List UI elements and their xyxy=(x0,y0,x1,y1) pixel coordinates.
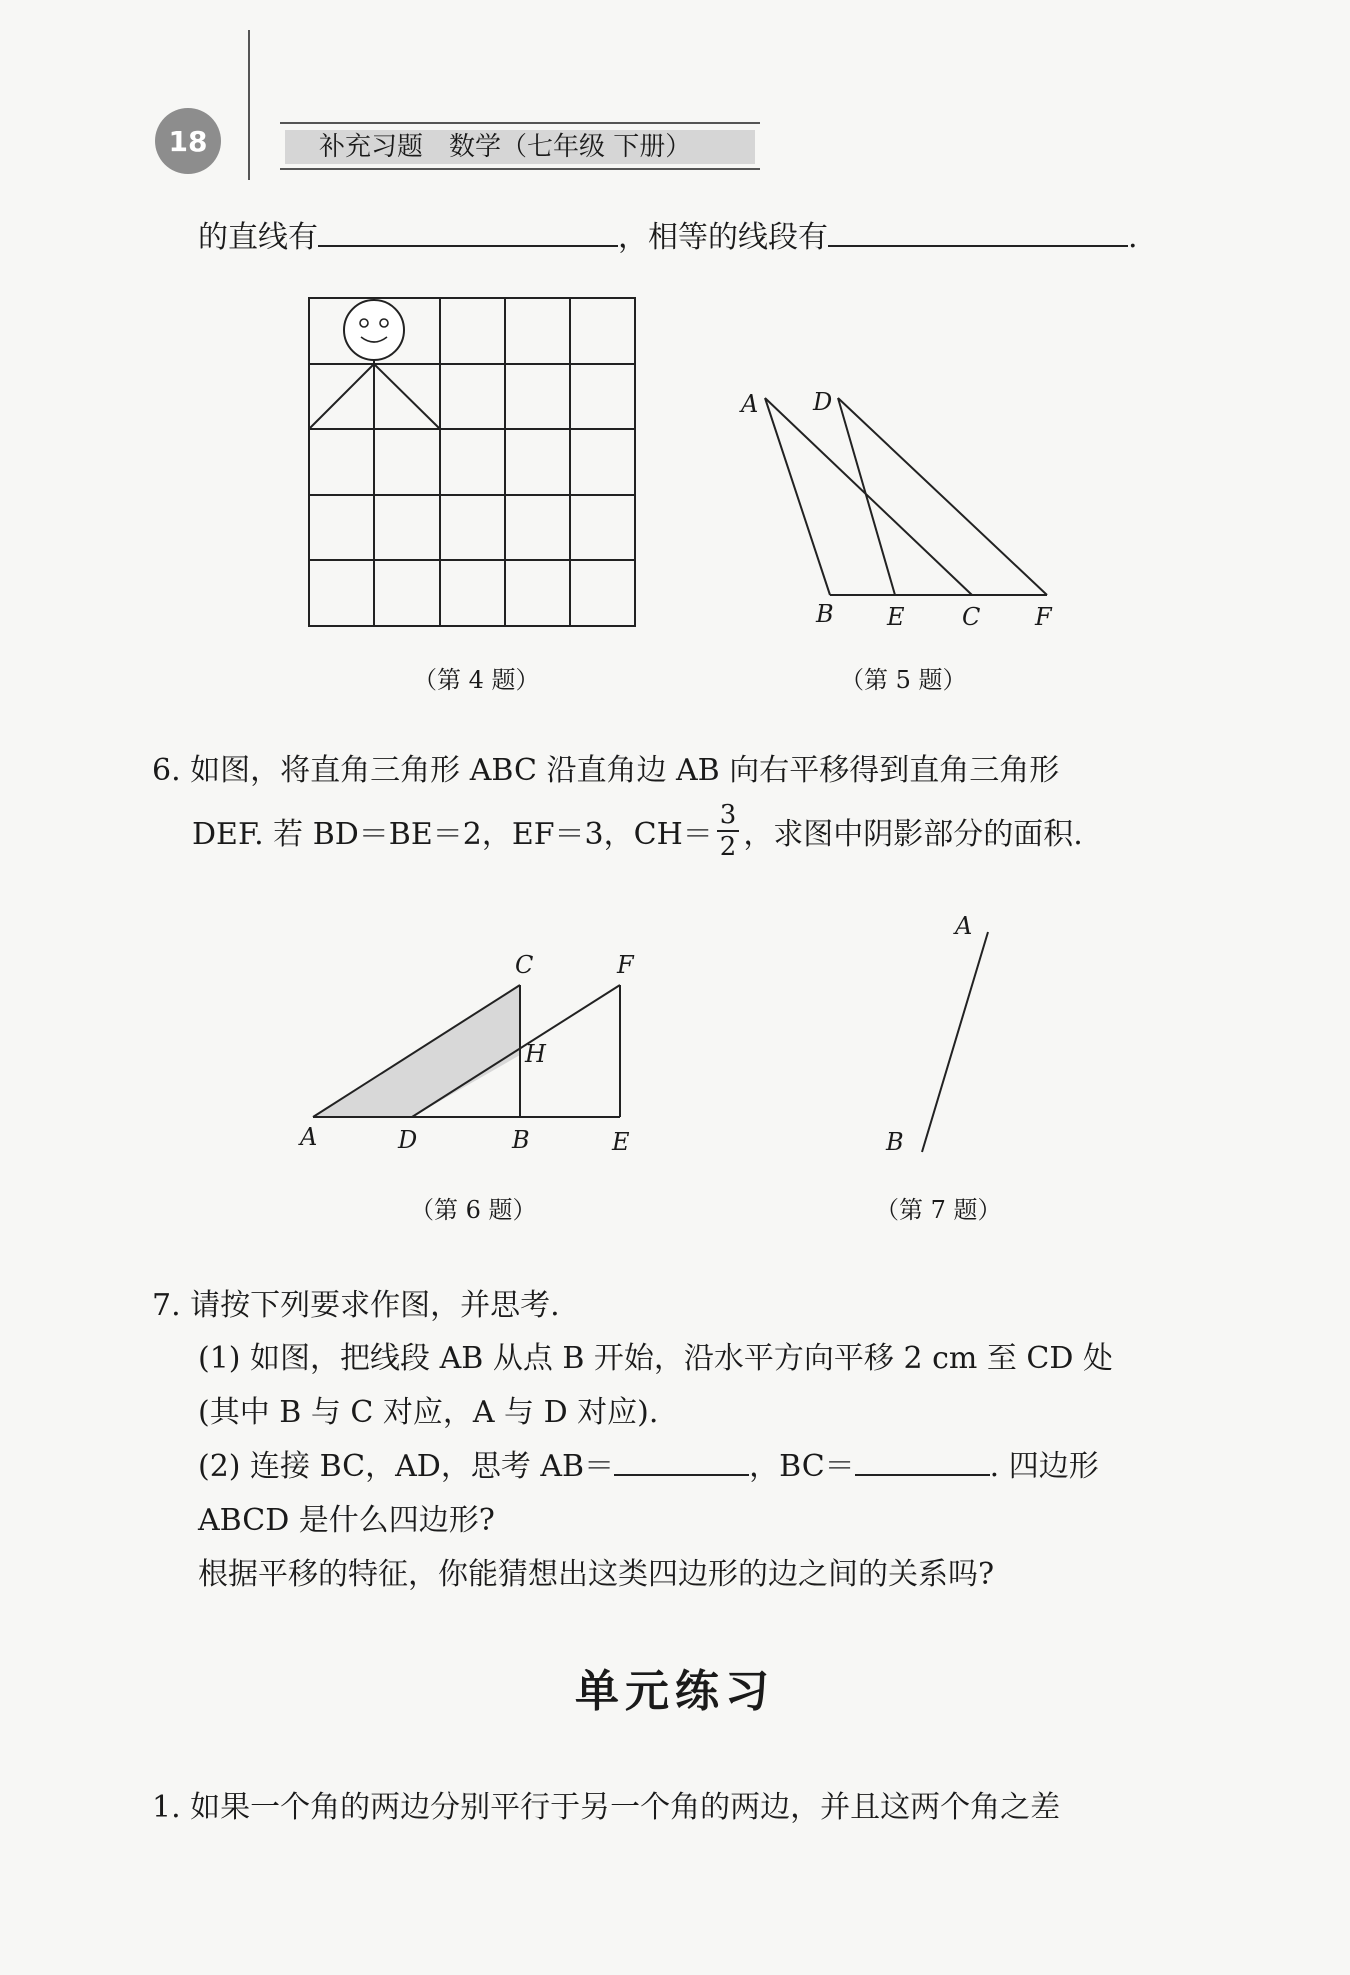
q7-line-3: (其中 B 与 C 对应，A 与 D 对应). xyxy=(198,1395,659,1430)
figure-4-grid xyxy=(300,290,650,630)
q-text-1: 的直线有 xyxy=(198,220,318,255)
fig6-label-C: C xyxy=(515,951,534,979)
q-text-2: ，相等的线段有 xyxy=(618,220,828,255)
fig5-line-DE xyxy=(838,398,895,595)
caption-q7: （第 7 题） xyxy=(875,1196,1002,1224)
fig7-label-A: A xyxy=(955,912,973,940)
fraction-3-2 xyxy=(717,800,740,862)
fig5-label-A: A xyxy=(741,390,759,418)
fig6-label-E: E xyxy=(612,1128,630,1156)
caption-q4: （第 4 题） xyxy=(413,666,540,694)
q7-line-1: 7. 请按下列要求作图，并思考. xyxy=(152,1288,560,1323)
q7-line-2: (1) 如图，把线段 AB 从点 B 开始，沿水平方向平移 2 cm 至 CD 处 xyxy=(198,1341,1113,1376)
figure-7 xyxy=(870,900,1010,1165)
q-text-3: . xyxy=(1128,220,1138,255)
figure-5 xyxy=(735,380,1065,640)
q4-5-continuation xyxy=(198,212,1138,256)
fig5-label-D: D xyxy=(813,388,833,416)
q6-text-a: DEF. 若 BD＝BE＝2，EF＝3，CH＝ xyxy=(192,817,713,852)
fig7-segment-AB xyxy=(922,932,988,1152)
answer-blank-BC[interactable] xyxy=(855,1452,990,1476)
section-title: 单元练习 xyxy=(575,1666,775,1717)
unit-q1-line: 1. 如果一个角的两边分别平行于另一个角的两边，并且这两个角之差 xyxy=(152,1790,1061,1825)
caption-q5: （第 5 题） xyxy=(840,666,967,694)
answer-blank-AB[interactable] xyxy=(614,1452,749,1476)
q7-text-c: . 四边形 xyxy=(989,1449,1099,1484)
answer-blank-1[interactable] xyxy=(318,223,618,247)
q6-line-2 xyxy=(192,800,1083,862)
fig7-label-B: B xyxy=(886,1128,904,1156)
fraction-numerator: 3 xyxy=(717,800,740,832)
fig5-label-C: C xyxy=(962,603,981,631)
q6-text-b: ，求图中阴影部分的面积. xyxy=(743,817,1083,852)
q7-line-5: ABCD 是什么四边形? xyxy=(198,1503,495,1538)
q7-text-b: ，BC＝ xyxy=(749,1449,855,1484)
figure-6 xyxy=(295,945,655,1160)
fraction-denominator: 2 xyxy=(719,832,737,862)
header-divider xyxy=(248,30,250,180)
caption-q6: （第 6 题） xyxy=(410,1196,537,1224)
answer-blank-2[interactable] xyxy=(828,223,1128,247)
header-rule-top xyxy=(280,122,760,124)
page-number: 18 xyxy=(155,108,221,174)
fig5-label-F: F xyxy=(1035,603,1052,631)
fig5-label-B: B xyxy=(816,600,834,628)
fig6-label-H: H xyxy=(525,1040,546,1068)
fig6-label-B: B xyxy=(512,1126,530,1154)
header-rule-bottom xyxy=(280,168,760,170)
header-title: 补充习题 数学（七年级 下册） xyxy=(285,130,755,164)
q7-line-6: 根据平移的特征，你能猜想出这类四边形的边之间的关系吗? xyxy=(198,1557,995,1592)
fig5-label-E: E xyxy=(887,603,905,631)
fig6-label-D: D xyxy=(398,1126,418,1154)
q7-line-4 xyxy=(198,1441,1099,1485)
q6-line-1: 6. 如图，将直角三角形 ABC 沿直角边 AB 向右平移得到直角三角形 xyxy=(152,753,1060,788)
fig6-label-F: F xyxy=(617,951,634,979)
fig6-label-A: A xyxy=(300,1123,318,1151)
q7-text-a: (2) 连接 BC，AD，思考 AB＝ xyxy=(198,1449,615,1484)
